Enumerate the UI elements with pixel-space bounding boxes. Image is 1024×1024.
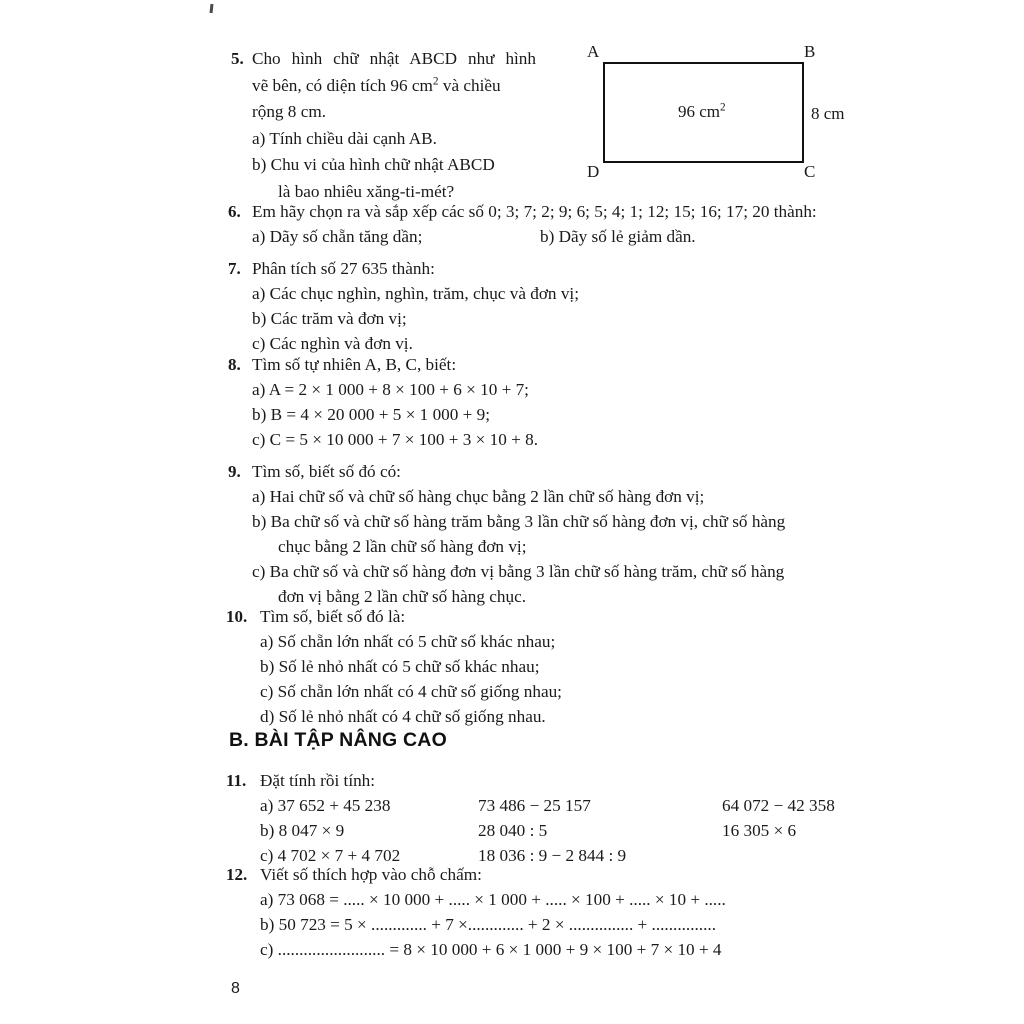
exercise-5-number: 5. <box>231 49 244 68</box>
exercise-10 <box>226 604 876 729</box>
exercise-8 <box>228 352 868 452</box>
exercise-9-item-c: c) Ba chữ số và chữ số hàng đơn vị bằng 3 lần chữ số hàng trăm, chữ số hàng <box>252 562 785 581</box>
exercise-11-row-a <box>260 793 886 818</box>
exercise-11-body <box>260 768 886 868</box>
exercise-5 <box>231 46 551 205</box>
exercise-11 <box>226 768 886 868</box>
exercise-9-item-b-cont: chục bằng 2 lần chữ số hàng đơn vị; <box>278 537 527 556</box>
exercise-10-number: 10. <box>226 607 248 626</box>
exercise-5-line-2-post: và chiều <box>438 75 501 95</box>
exercise-7-number: 7. <box>228 259 241 278</box>
exercise-12-body <box>260 862 886 962</box>
exercise-12-item-c: c) ......................... = 8 × 10 000 + 6 × 1 000 + 9 × 100 + 7 × 10 + 4 <box>260 940 722 959</box>
exercise-9-item-b: b) Ba chữ số và chữ số hàng trăm bằng 3 lần chữ số hàng đơn vị, chữ số hàng <box>252 512 786 531</box>
exercise-11-row-c-col-1: c) 4 702 × 7 + 4 702 <box>260 846 401 865</box>
exercise-12-number: 12. <box>226 865 248 884</box>
figure-side-label: 8 cm <box>811 104 845 123</box>
exercise-11-row-b-col-2: 28 040 : 5 <box>478 821 548 840</box>
exercise-11-row-a-col-1: a) 37 652 + 45 238 <box>260 796 391 815</box>
exercise-5-line-2-pre: vẽ bên, có diện tích 96 cm <box>252 75 433 95</box>
exercise-6-body <box>252 199 868 249</box>
exercise-5-line-3: rộng 8 cm. <box>252 102 326 121</box>
exercise-8-number: 8. <box>228 355 241 374</box>
exercise-11-row-b-col-1: b) 8 047 × 9 <box>260 821 345 840</box>
section-heading-b: B. BÀI TẬP NÂNG CAO <box>229 729 447 751</box>
exercise-11-row-a-col-2: 73 486 − 25 157 <box>478 796 591 815</box>
vertex-label-c: C <box>804 162 816 181</box>
exercise-5-line-2 <box>252 73 551 100</box>
exercise-9-body <box>252 459 878 609</box>
rectangle-figure <box>586 44 866 189</box>
exercise-10-body <box>260 604 876 729</box>
exercise-6-number: 6. <box>228 202 241 221</box>
exercise-8-item-a: a) A = 2 × 1 000 + 8 × 100 + 6 × 10 + 7; <box>252 380 529 399</box>
figure-area-value: 96 cm <box>678 102 721 121</box>
exercise-7-item-a: a) Các chục nghìn, nghìn, trăm, chục và đơn vị; <box>252 284 579 303</box>
exercise-5-item-b: b) Chu vi của hình chữ nhật ABCD <box>252 155 495 174</box>
exercise-5-line-1: Cho hình chữ nhật ABCD như hình <box>252 49 536 68</box>
exercise-7-stem: Phân tích số 27 635 thành: <box>252 259 435 278</box>
vertex-label-a: A <box>587 42 600 61</box>
vertex-label-b: B <box>804 42 816 61</box>
scan-artifact-speck <box>210 4 214 13</box>
figure-area-label <box>678 102 726 122</box>
page-number: 8 <box>231 980 240 997</box>
exercise-9-item-a: a) Hai chữ số và chữ số hàng chục bằng 2 lần chữ số hàng đơn vị; <box>252 487 705 506</box>
exercise-6-item-b: b) Dãy số lẻ giảm dần. <box>540 227 696 246</box>
exercise-6-subitems <box>252 224 868 249</box>
exercise-8-body <box>252 352 868 452</box>
figure-area-exponent: 2 <box>720 101 726 114</box>
exercise-10-item-a: a) Số chẵn lớn nhất có 5 chữ số khác nhau; <box>260 632 556 651</box>
exercise-11-number: 11. <box>226 771 247 790</box>
exercise-8-stem: Tìm số tự nhiên A, B, C, biết: <box>252 355 457 374</box>
exercise-6-stem: Em hãy chọn ra và sắp xếp các số 0; 3; 7; 2; 9; 6; 5; 4; 1; 12; 15; 16; 17; 20 thành: <box>252 202 817 221</box>
exercise-6-item-a: a) Dãy số chẵn tăng dần; <box>252 227 423 246</box>
exercise-12-stem: Viết số thích hợp vào chỗ chấm: <box>260 865 482 884</box>
exercise-9 <box>228 459 878 609</box>
exercise-8-item-b: b) B = 4 × 20 000 + 5 × 1 000 + 9; <box>252 405 491 424</box>
exercise-7-item-c: c) Các nghìn và đơn vị. <box>252 334 413 353</box>
exercise-11-row-b <box>260 818 886 843</box>
exercise-12-item-b: b) 50 723 = 5 × ............. + 7 ×............. + 2 × ............... + ............... <box>260 915 716 934</box>
exercise-10-item-b: b) Số lẻ nhỏ nhất có 5 chữ số khác nhau; <box>260 657 540 676</box>
exercise-7-item-b: b) Các trăm và đơn vị; <box>252 309 407 328</box>
exercise-9-item-c-cont: đơn vị bằng 2 lần chữ số hàng chục. <box>278 587 526 606</box>
exercise-12 <box>226 862 886 962</box>
exercise-6 <box>228 199 868 249</box>
exercise-5-superscript: 2 <box>432 74 439 87</box>
exercise-9-stem: Tìm số, biết số đó có: <box>252 462 401 481</box>
exercise-11-row-b-col-3: 16 305 × 6 <box>722 821 797 840</box>
exercise-5-item-b-cont: là bao nhiêu xăng-ti-mét? <box>278 181 455 201</box>
exercise-5-item-a: a) Tính chiều dài cạnh AB. <box>252 128 437 148</box>
exercise-5-body <box>252 46 551 205</box>
exercise-7 <box>228 256 868 356</box>
exercise-11-row-c-col-2: 18 036 : 9 − 2 844 : 9 <box>478 846 627 865</box>
exercise-7-body <box>252 256 868 356</box>
exercise-11-row-a-col-3: 64 072 − 42 358 <box>722 796 835 815</box>
exercise-8-item-c: c) C = 5 × 10 000 + 7 × 100 + 3 × 10 + 8. <box>252 430 539 449</box>
exercise-10-item-c: c) Số chẵn lớn nhất có 4 chữ số giống nhau; <box>260 682 562 701</box>
exercise-10-item-d: d) Số lẻ nhỏ nhất có 4 chữ số giống nhau. <box>260 707 546 726</box>
vertex-label-d: D <box>587 162 600 181</box>
exercise-12-item-a: a) 73 068 = ..... × 10 000 + ..... × 1 000 + ..... × 100 + ..... × 10 + ..... <box>260 890 726 909</box>
exercise-10-stem: Tìm số, biết số đó là: <box>260 607 406 626</box>
exercise-11-stem: Đặt tính rồi tính: <box>260 771 376 790</box>
exercise-9-number: 9. <box>228 462 241 481</box>
